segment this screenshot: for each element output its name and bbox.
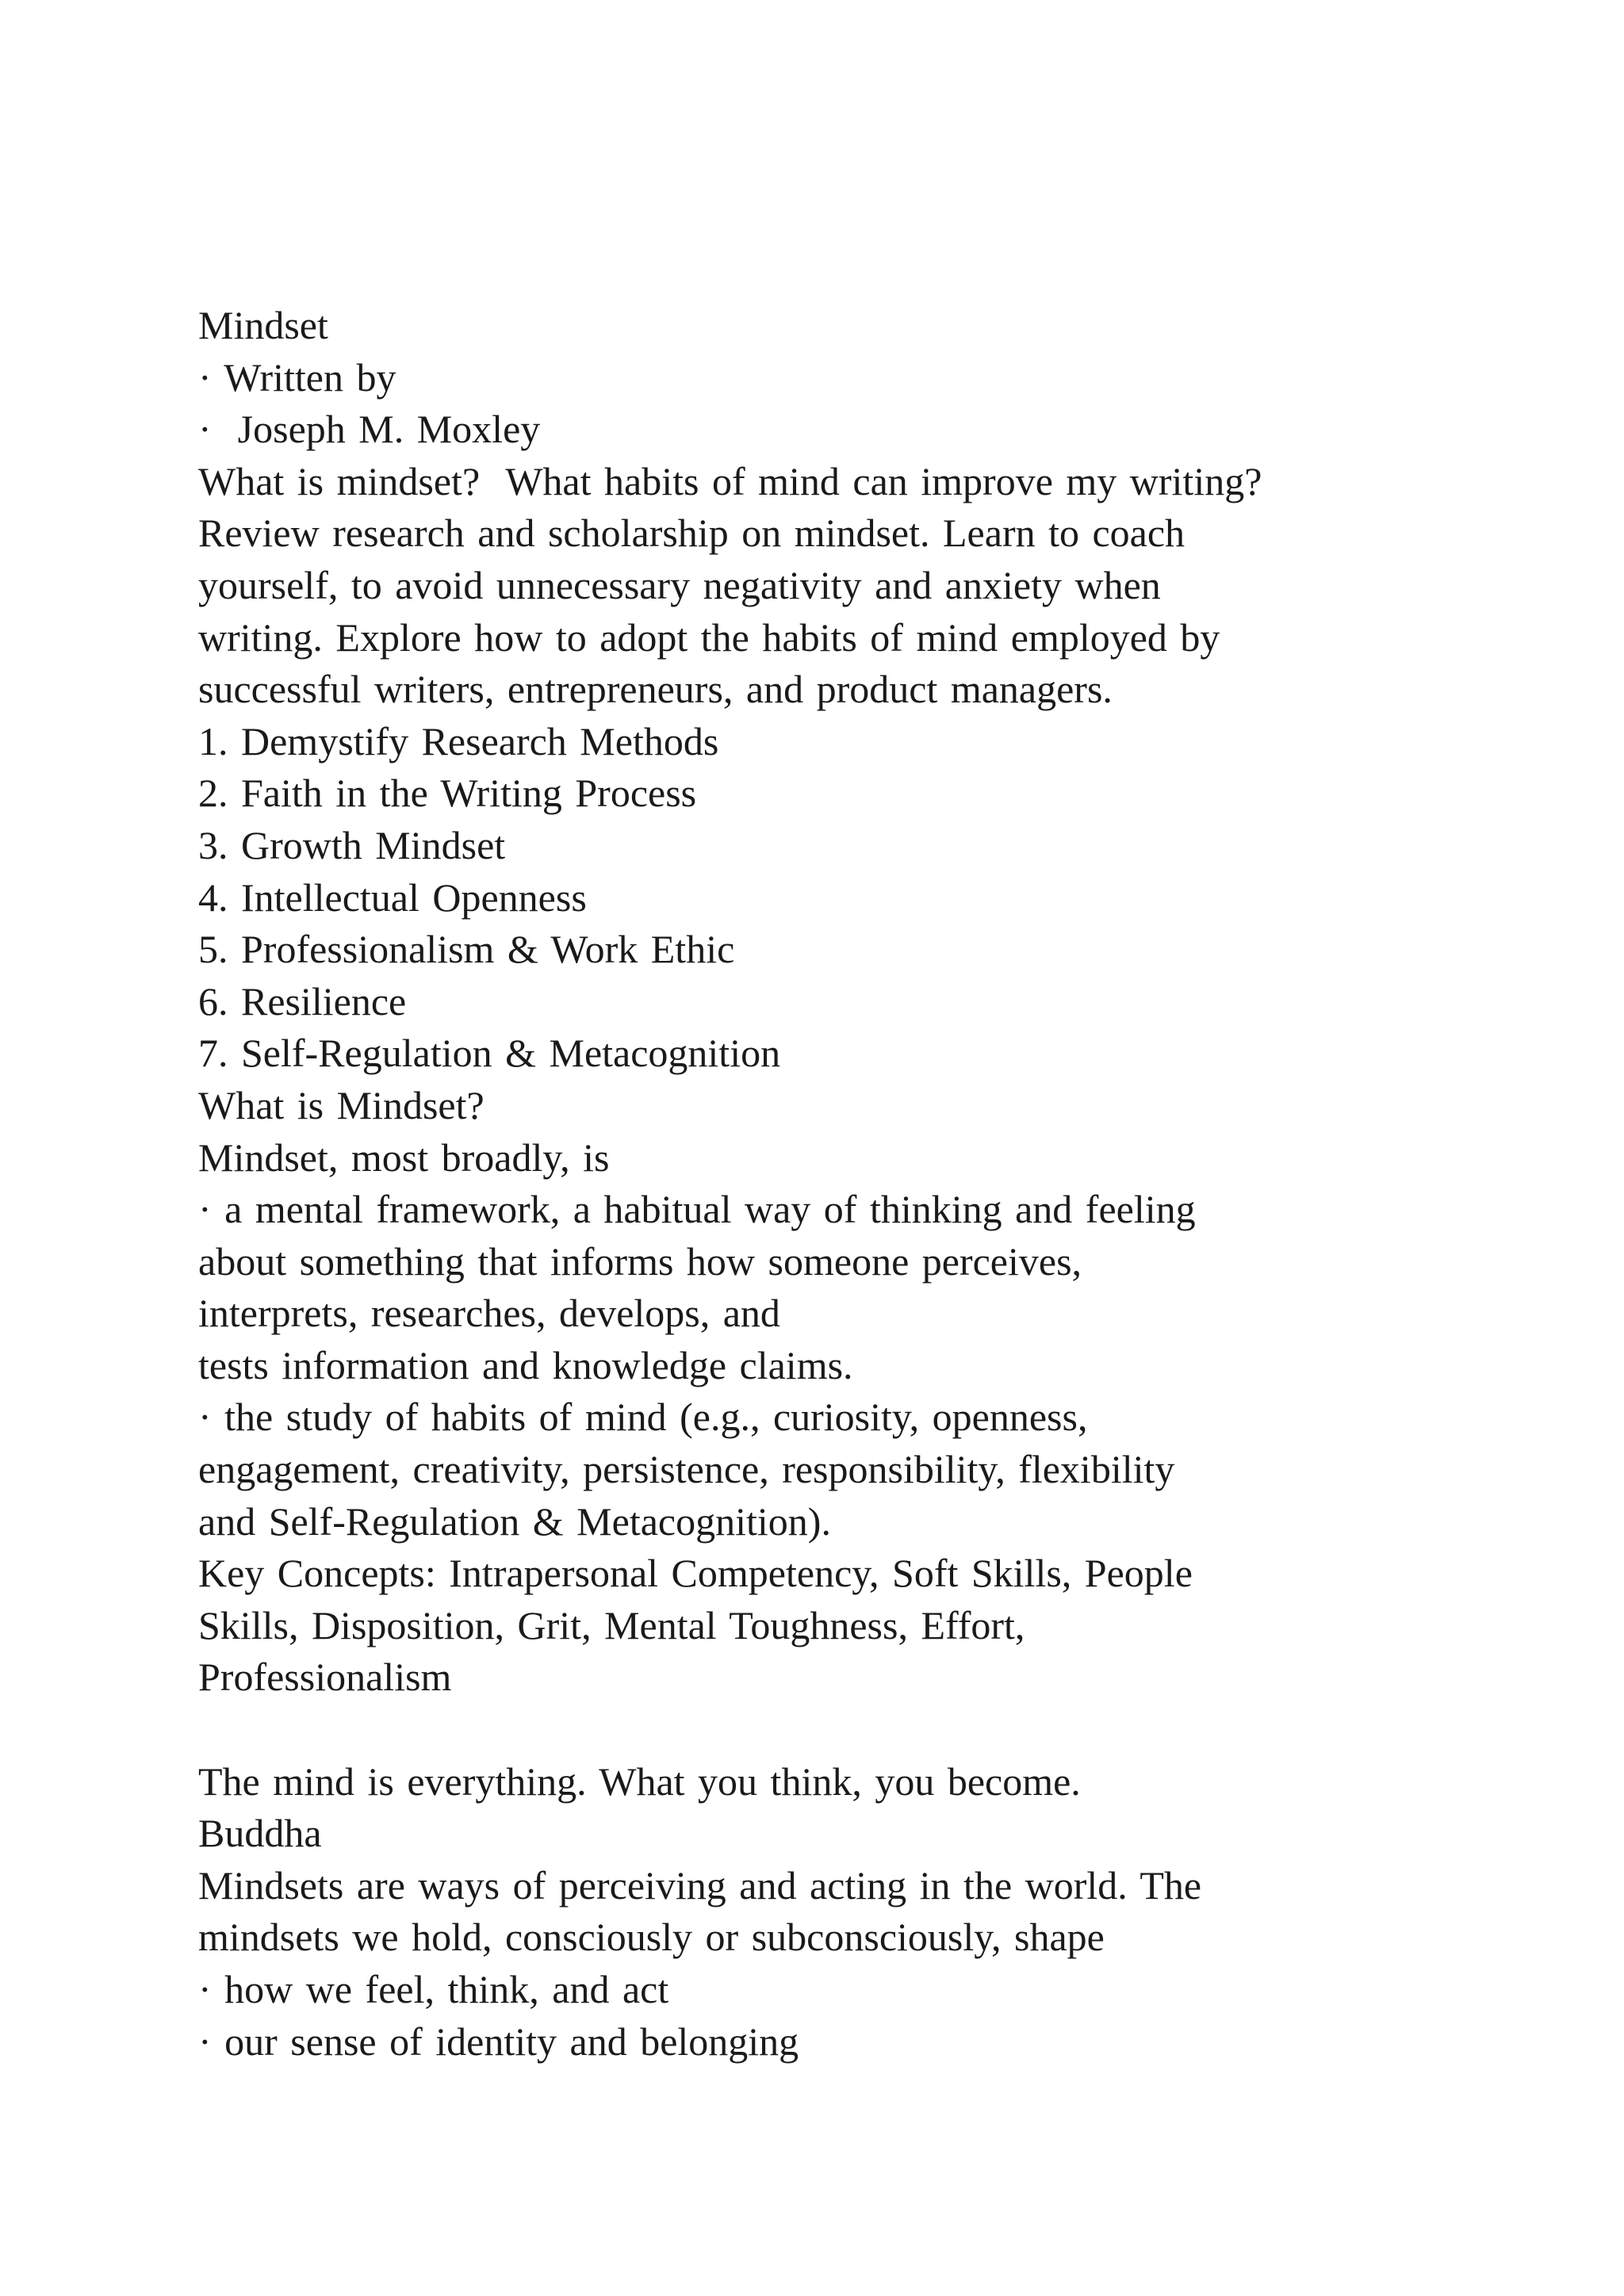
toc-item: 7. Self-Regulation & Metacognition <box>198 1031 781 1076</box>
blank-line <box>198 1704 1546 1756</box>
toc-item: 3. Growth Mindset <box>198 822 506 867</box>
definition-line: interprets, researches, develops, and <box>198 1291 780 1336</box>
section-heading: What is Mindset? <box>198 1082 485 1127</box>
definition-lead: Mindset, most broadly, is <box>198 1135 610 1180</box>
key-concepts-line: Professionalism <box>198 1655 452 1700</box>
intro-line: Review research and scholarship on mindset. Learn to coach <box>198 511 1185 556</box>
definition-line: and Self-Regulation & Metacognition). <box>198 1498 831 1544</box>
quote-author: Buddha <box>198 1811 322 1856</box>
byline-author: · Joseph M. Moxley <box>198 407 541 452</box>
closing-line: · how we feel, think, and act <box>198 1967 669 2011</box>
quote-text: The mind is everything. What you think, you become. <box>198 1758 1081 1804</box>
byline-written-by: · Written by <box>198 354 396 400</box>
document-title: Mindset <box>198 303 328 347</box>
definition-line: about something that informs how someone perceives, <box>198 1238 1082 1284</box>
toc-item: 5. Professionalism & Work Ethic <box>198 927 735 972</box>
definition-line: engagement, creativity, persistence, responsibility, flexibility <box>198 1447 1175 1492</box>
document-body <box>198 300 1546 2068</box>
intro-line: writing. Explore how to adopt the habits of mind employed by <box>198 614 1220 660</box>
definition-line: · the study of habits of mind (e.g., curiosity, openness, <box>198 1395 1088 1440</box>
intro-line: What is mindset? What habits of mind can improve my writing? <box>198 458 1262 503</box>
closing-line: Mindsets are ways of perceiving and acting in the world. The <box>198 1862 1202 1908</box>
toc-item: 6. Resilience <box>198 978 407 1024</box>
closing-line: · our sense of identity and belonging <box>198 2019 799 2064</box>
intro-line: successful writers, entrepreneurs, and product managers. <box>198 667 1113 712</box>
toc-item: 4. Intellectual Openness <box>198 874 587 920</box>
key-concepts-line: Key Concepts: Intrapersonal Competency, Soft Skills, People <box>198 1551 1193 1596</box>
intro-line: yourself, to avoid unnecessary negativity and anxiety when <box>198 562 1161 607</box>
closing-line: mindsets we hold, consciously or subconsciously, shape <box>198 1915 1105 1960</box>
toc-item: 2. Faith in the Writing Process <box>198 771 697 816</box>
key-concepts-line: Skills, Disposition, Grit, Mental Toughness, Effort, <box>198 1602 1025 1647</box>
toc-item: 1. Demystify Research Methods <box>198 718 719 763</box>
definition-line: · a mental framework, a habitual way of thinking and feeling <box>198 1187 1196 1232</box>
definition-line: tests information and knowledge claims. <box>198 1342 853 1387</box>
